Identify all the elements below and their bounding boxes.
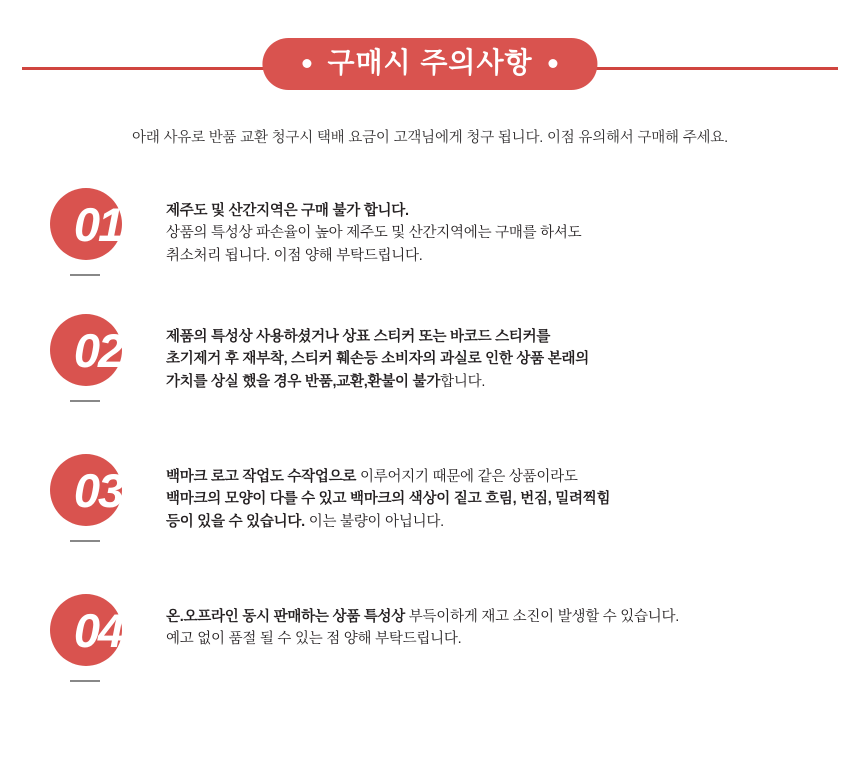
notice-number-badge	[50, 188, 122, 260]
notice-body	[166, 188, 860, 267]
notice-badge-underline	[70, 400, 100, 402]
notice-list	[0, 188, 860, 714]
page-title: 구매시 주의사항	[327, 47, 533, 78]
notice-line	[166, 371, 860, 393]
notice-line	[166, 222, 860, 244]
bullet-dot-left-icon	[302, 59, 311, 68]
notice-line	[166, 245, 860, 267]
notice-number-badge	[50, 314, 122, 386]
notice-text-bold: 초기제거 후 재부착, 스티커 훼손등 소비자의 과실로 인한 상품 본래의	[166, 351, 589, 368]
notice-item	[0, 314, 860, 454]
page-title-pill	[262, 38, 597, 90]
notice-text: 합니다.	[440, 373, 486, 390]
notice-number: 02	[73, 324, 123, 377]
notice-text-bold: 온.오프라인 동시 판매하는 상품 특성상	[166, 609, 406, 625]
notice-line	[166, 606, 860, 628]
notice-badge-underline	[70, 274, 100, 276]
notice-text: 이는 불량이 아닙니다.	[304, 513, 444, 530]
notice-item	[0, 188, 860, 314]
notice-line	[166, 348, 860, 370]
page-header	[0, 0, 860, 120]
notice-text: 이루어지기 때문에 같은 상품이라도	[356, 469, 578, 485]
notice-badge-wrap	[46, 314, 166, 386]
notice-number: 04	[73, 604, 123, 657]
notice-line	[166, 628, 860, 650]
notice-line	[166, 326, 860, 348]
notice-text-bold: 백마크 로고 작업도 수작업으로	[166, 469, 357, 485]
notice-number: 01	[73, 198, 123, 251]
notice-text: 부득이하게 재고 소진이 발생할 수 있습니다.	[405, 609, 680, 625]
notice-badge-wrap	[46, 594, 166, 666]
bullet-dot-right-icon	[549, 59, 558, 68]
notice-badge-underline	[70, 540, 100, 542]
notice-text-bold: 등이 있을 수 있습니다.	[166, 513, 305, 530]
notice-line	[166, 511, 860, 533]
notice-item	[0, 594, 860, 714]
notice-line	[166, 488, 860, 510]
intro-text: 아래 사유로 반품 교환 청구시 택배 요금이 고객님에게 청구 됩니다. 이점 유의해서 구매해 주세요.	[132, 130, 728, 146]
notice-text: 취소처리 됩니다. 이점 양해 부탁드립니다.	[166, 247, 423, 264]
notice-badge-wrap	[46, 454, 166, 526]
notice-body	[166, 314, 860, 393]
notice-text-bold: 백마크의 모양이 다를 수 있고 백마크의 색상이 짙고 흐림, 번짐, 밀려찍힘	[166, 491, 611, 508]
notice-line	[166, 200, 860, 222]
notice-text: 상품의 특성상 파손율이 높아 제주도 및 산간지역에는 구매를 하셔도	[166, 225, 582, 242]
notice-body	[166, 594, 860, 651]
notice-badge-underline	[70, 680, 100, 682]
notice-item	[0, 454, 860, 594]
notice-line	[166, 466, 860, 488]
notice-text: 예고 없이 품절 될 수 있는 점 양해 부탁드립니다.	[166, 631, 462, 648]
notice-badge-wrap	[46, 188, 166, 260]
notice-text-bold: 제품의 특성상 사용하셨거나 상표 스티커 또는 바코드 스티커를	[166, 329, 551, 345]
notice-text-bold: 제주도 및 산간지역은 구매 불가 합니다.	[166, 203, 409, 219]
notice-text-bold: 가치를 상실 했을 경우 반품,교환,환불이 불가	[166, 373, 441, 390]
notice-number-badge	[50, 594, 122, 666]
notice-body	[166, 454, 860, 533]
notice-number-badge	[50, 454, 122, 526]
notice-number: 03	[73, 464, 123, 517]
